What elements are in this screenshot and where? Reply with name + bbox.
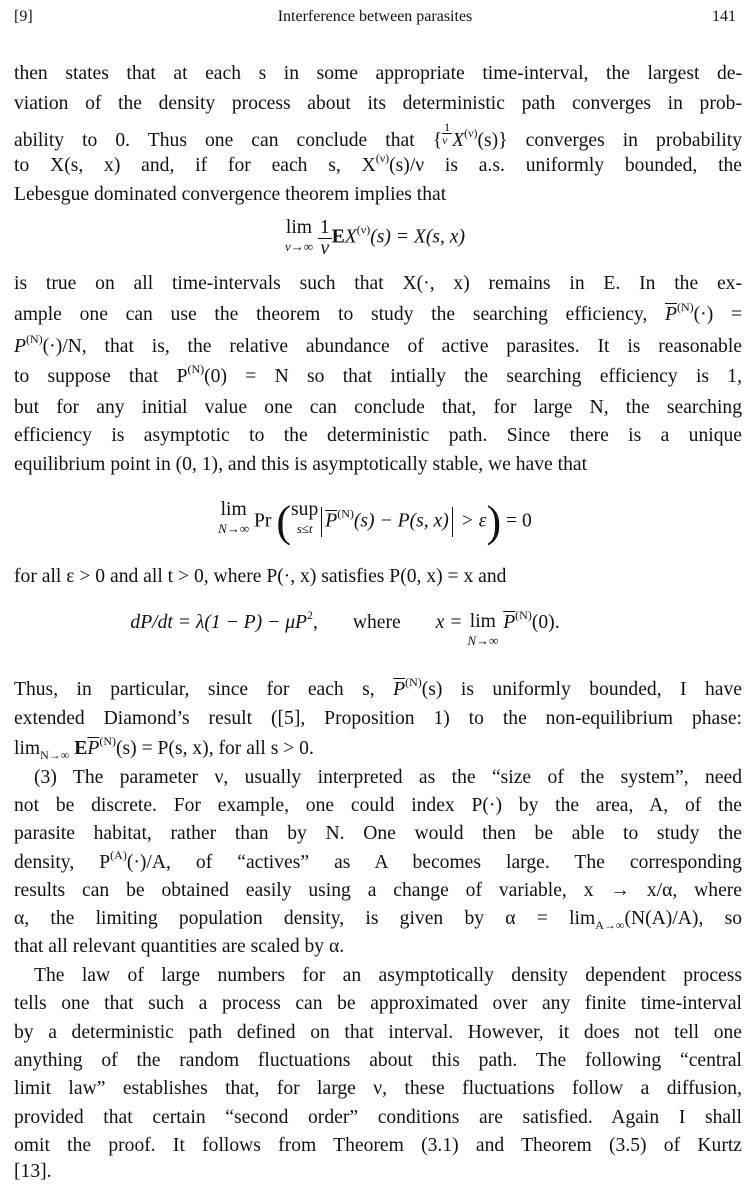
text-span: to suppose that P	[14, 366, 188, 387]
text-line: The law of large numbers for an asymptotically density dependent process	[34, 965, 742, 986]
p-bar-variable: $\overline{P}$	[665, 304, 677, 325]
math-variable: X	[452, 130, 465, 151]
left-paren: (	[276, 497, 292, 546]
lim-subscript: ν→∞	[284, 238, 314, 254]
superscript: (ν)	[356, 222, 371, 237]
text-line	[14, 333, 742, 361]
text-line: efficiency is asymptotic to the deterministic path. Since there is a unique	[14, 425, 742, 446]
text-line: [13].	[14, 1161, 52, 1182]
text-span: to X(s, x) and, if for each s, X	[14, 155, 376, 176]
text-span: ability to 0. Thus one can conclude that {	[14, 130, 443, 151]
text-span: ample one can use the theorem to study the searching efficiency,	[14, 304, 665, 325]
lim-label: lim	[285, 217, 313, 238]
lim-label: lim	[14, 738, 41, 759]
subscript: N→∞	[40, 748, 70, 762]
page-number: 141	[712, 8, 736, 25]
text-span: α, the limiting population density, is given by α = lim	[14, 908, 596, 929]
lim-label: lim	[220, 499, 247, 520]
fraction	[442, 121, 452, 146]
superscript: 2	[307, 608, 314, 622]
equation-2	[0, 497, 750, 546]
superscript: (N)	[25, 332, 43, 346]
equation-rhs: (s) = X(s, x)	[370, 226, 466, 248]
text-span: (s)} converges in probability	[477, 130, 742, 151]
equation-tail: (0).	[531, 612, 560, 633]
epsilon-comparison: > ε	[460, 510, 487, 532]
superscript: (A)	[110, 848, 127, 862]
chapter-reference: [9]	[14, 8, 33, 25]
running-title: Interference between parasites	[277, 8, 473, 25]
lim-subscript: N→∞	[218, 520, 250, 536]
text-span: density, P	[14, 852, 111, 873]
text-line: Lebesgue dominated convergence theorem implies that	[14, 184, 447, 205]
fraction-numerator: 1	[444, 120, 451, 134]
text-line	[14, 301, 742, 329]
text-span: (s)/ν is a.s. uniformly bounded, the	[389, 155, 743, 176]
text-line: provided that certain “second order” conditions are satisfied. Again I shall	[14, 1107, 742, 1128]
expectation-operator: E	[331, 226, 345, 248]
text-line	[14, 735, 742, 763]
text-line: results can be obtained easily using a change of variable, x → x/α, where	[14, 880, 742, 901]
text-line	[14, 676, 742, 704]
limit-operator	[218, 500, 249, 535]
limit-operator	[285, 218, 313, 253]
text-span: (s) = P(s, x), for all s > 0.	[116, 738, 314, 759]
equation-1	[0, 218, 750, 258]
superscript: (ν)	[464, 126, 478, 140]
inner-expression: (s) − P(s, x)	[353, 510, 449, 532]
text-span: (s) is uniformly bounded, I have	[421, 679, 742, 700]
sup-operator	[291, 500, 318, 535]
p-bar-variable: $\overline{P}$	[503, 612, 516, 633]
sup-subscript: s≤t	[296, 520, 313, 536]
running-header	[14, 6, 736, 28]
superscript: (N)	[676, 300, 694, 314]
p-bar-variable: $\overline{P}$	[393, 679, 406, 700]
text-line: (3) The parameter ν, usually interpreted as the “size of the system”, need	[34, 767, 742, 788]
sup-label: sup	[291, 499, 319, 520]
probability-operator: Pr	[254, 510, 272, 532]
equation-3	[0, 608, 720, 648]
text-line: but for any initial value one can conclude that, for large N, the searching	[14, 397, 742, 418]
text-span: (·)/N, that is, the relative abundance of active parasites. It is reasonable	[42, 336, 742, 357]
equation-rhs: = 0	[506, 510, 532, 532]
math-variable: P	[14, 336, 26, 357]
superscript: (ν)	[375, 151, 390, 165]
superscript: (N)	[337, 506, 354, 521]
superscript: (N)	[515, 608, 532, 622]
text-line	[14, 905, 742, 933]
p-bar-variable: $\overline{P}$	[325, 510, 338, 532]
superscript: (N)	[187, 362, 205, 376]
text-line: extended Diamond’s result ([5], Proposition 1) to the non-equilibrium phase:	[14, 708, 742, 729]
text-line: parasite habitat, rather than by N. One would then be able to study the	[14, 823, 742, 844]
text-line: for all ε > 0 and all t > 0, where P(·, x) satisfies P(0, x) = x and	[14, 566, 507, 587]
text-line: not be discrete. For example, one could index P(·) by the area, A, of the	[14, 795, 742, 816]
right-paren: )	[486, 497, 502, 546]
lim-subscript: N→∞	[467, 632, 499, 648]
lim-label: lim	[469, 611, 496, 632]
text-line: limit law” establishes that, for large ν, these fluctuations follow a diffusion,	[14, 1078, 742, 1099]
ode-lhs: dP/dt = λ(1 − P) − μP	[130, 612, 308, 633]
abs-bar-left	[321, 507, 322, 537]
text-span: (0) = N so that intially the searching efficiency is 1,	[204, 366, 742, 387]
text-line	[14, 121, 742, 155]
text-line: then states that at each s in some appropriate time-interval, the largest de-	[14, 63, 742, 84]
subscript: A→∞	[595, 918, 625, 932]
text-line	[14, 152, 742, 180]
text-span: (·)/A, of “actives” as A becomes large. The corresponding	[126, 852, 742, 873]
abs-bar-right	[452, 507, 453, 537]
fraction-denominator: ν	[442, 133, 448, 147]
text-line: viation of the density process about its deterministic path converges in prob-	[14, 93, 742, 114]
text-line: omit the proof. It follows from Theorem (3.1) and Theorem (3.5) of Kurtz	[14, 1135, 742, 1156]
fraction-numerator: 1	[319, 217, 330, 238]
fraction	[318, 218, 332, 258]
expectation-operator: E	[74, 738, 88, 759]
text-span: (N(A)/A), so	[624, 908, 743, 929]
comma: ,	[313, 612, 318, 633]
superscript: (N)	[405, 675, 422, 689]
text-line: equilibrium point in (0, 1), and this is asymptotically stable, we have that	[14, 454, 588, 475]
text-line: by a deterministic path defined on that interval. However, it does not tell one	[14, 1022, 742, 1043]
x-equals: x =	[435, 612, 463, 633]
text-line: anything of the random fluctuations about this path. The following “central	[14, 1050, 742, 1071]
text-span: Thus, in particular, since for each s,	[14, 679, 394, 700]
limit-operator	[467, 612, 498, 647]
superscript: (N)	[99, 734, 116, 748]
text-span: (·) =	[693, 304, 742, 325]
where-label: where	[352, 612, 401, 633]
text-line	[14, 849, 742, 877]
text-line: tells one that such a process can be approximated over any finite time-interval	[14, 993, 742, 1014]
fraction-denominator: ν	[320, 237, 330, 259]
text-line	[14, 363, 742, 391]
text-line: that all relevant quantities are scaled by α.	[14, 936, 345, 957]
text-line: is true on all time-intervals such that X(·, x) remains in E. In the ex-	[14, 273, 742, 294]
p-bar-variable: $\overline{P}$	[87, 738, 100, 759]
math-variable: X	[344, 226, 357, 248]
